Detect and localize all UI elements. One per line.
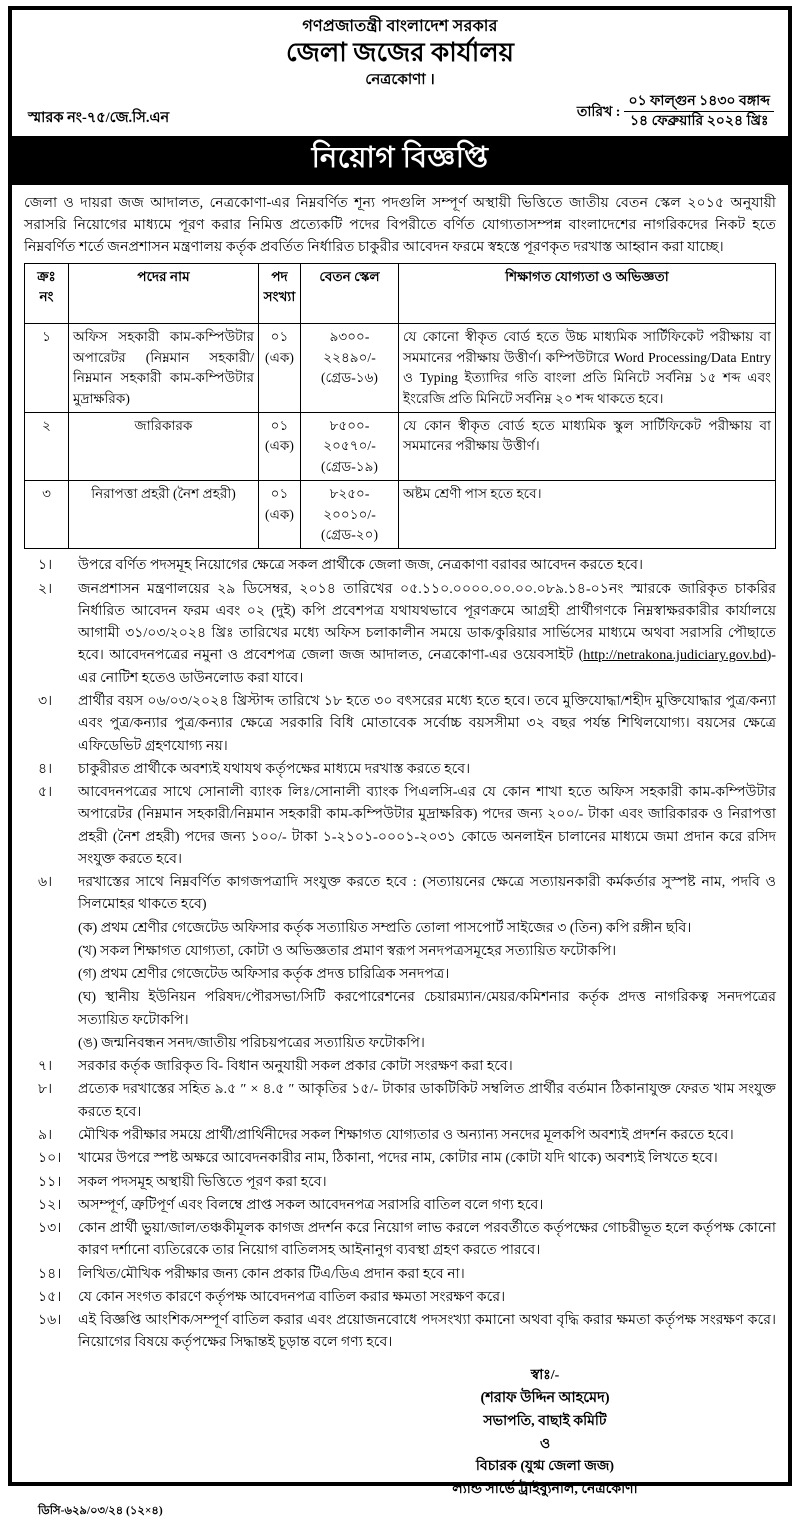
signatory-designation-secondary: বিচারক (যুগ্ম জেলা জজ) (475, 1459, 615, 1475)
condition-item (24, 690, 776, 757)
condition-subitem: (ঘ) স্থানীয় ইউনিয়ন পরিষদ/পৌরসভা/সিটি করপোরেশনের চেয়ারম্যান/মেয়র/কমিশনার কর্তৃক প্রদত্ত নাগরিকত্ব সনদপত্রের সত্যায়িত ফটোকপি। (78, 989, 776, 1028)
cell-qualification: অষ্টম শ্রেণী পাস হতে হবে। (399, 481, 776, 549)
condition-subitem: (গ) প্রথম শ্রেণীর গেজেটেড অফিসার কর্তৃক প্রদত্ত চারিত্রিক সনদপত্র। (78, 966, 450, 983)
condition-text: মৌখিক পরীক্ষার সময়ে প্রার্থী/প্রার্থিনীদের সকল শিক্ষাগত যোগ্যতার ও অন্যান্য সনদের মূলকপি অবশ্যই প্রদর্শন করতে হবে। (78, 1127, 734, 1144)
condition-marker: ৬। (38, 874, 53, 891)
footer-reference: ডিসি-৬২৯/০৩/২৪ (১২×৪) (38, 1504, 163, 1517)
date-gregorian: ১৪ ফেব্রুয়ারি ২০২৪ খ্রিঃ (629, 114, 769, 130)
table-row (25, 481, 776, 549)
signatory-designation-primary: সভাপতি, বাছাই কমিটি (483, 1413, 607, 1429)
condition-text: এই বিজ্ঞপ্তি আংশিক/সম্পূর্ণ বাতিল করার এবং প্রয়োজনবোধে পদসংখ্যা কমানো অথবা বৃদ্ধি করার ক্ষমতা কর্তৃপক্ষ সংরক্ষণ করে। নিয়োগের বিষয়ে কর্তৃপক্ষের সিদ্ধান্তই চূড়ান্ত বলে গণ্য হবে। (78, 1312, 776, 1351)
condition-item (24, 781, 776, 870)
condition-text (78, 578, 776, 689)
post-count-number: ০১ (270, 418, 289, 434)
condition-text-before-link: জনপ্রশাসন মন্ত্রণালয়ের ২৯ ডিসেম্বর, ২০১৪ তারিখের ০৫.১১০.০০০০.০০.০০.০৮৯.১৪-০১নং স্মারকে জারিকৃত চাকরির নির্ধারিত আবেদন ফরম এবং ০২ (দুই) কপি প্রবেশপত্র যথাযথভাবে পূরণক্রমে আগ্রহী প্রার্থীগণকে নিম্নস্বাক্ষরকারীর কার্যালয়ে আগামী ৩১/০৩/২০২৪ খ্রিঃ তারিখের মধ্যে অফিস চলাকালীন সময়ে ডাক/কুরিয়ার সার্ভিসের মাধ্যমে অথবা সরাসরি পৌছাতে হবে। আবেদনপত্রের নমুনা ও প্রবেশপত্র জেলা জজ আদালত, নেত্রকোণা-এর ওয়েবসাইট ( (78, 580, 776, 664)
date-label: তারিখ : (576, 104, 621, 120)
header-sl: ক্রঃ নং (25, 263, 69, 324)
condition-marker: ১১। (38, 1173, 62, 1190)
condition-item (24, 1078, 776, 1123)
cell-qualification: যে কোন স্বীকৃত বোর্ড হতে মাধ্যমিক স্কুল সার্টিফিকেট পরীক্ষায় বা সমমানের পরীক্ষায় উত্তীর্ণ। (399, 413, 776, 481)
cell-post-name: নিরাপত্তা প্রহরী (নৈশ প্রহরী) (69, 481, 259, 549)
post-count-word: (এক) (265, 438, 294, 454)
condition-item (24, 578, 776, 689)
condition-marker: ৫। (38, 784, 53, 801)
cell-sl: ১ (25, 324, 69, 413)
office-name: জেলা জজের কার্যালয় (286, 38, 514, 68)
condition-marker: ৯। (38, 1127, 53, 1144)
cell-qualification: যে কোনো স্বীকৃত বোর্ড হতে উচ্চ মাধ্যমিক সার্টিফিকেট পরীক্ষায় বা সমমানের পরীক্ষায় উত্তীর্ণ। কম্পিউটারে Word Processing/Data Entry ও Typing ইত্যাদির গতি বাংলা প্রতি মিনিটে সর্বনিম্ন ১৫ শব্দ এবং ইংরেজি প্রতি মিনিটে সর্বনিম্ন ২০ শব্দ থাকতে হবে। (399, 324, 776, 413)
condition-text: প্রার্থীর বয়স ০৬/০৩/২০২৪ খ্রিস্টাব্দ তারিখে ১৮ হতে ৩০ বৎসরের মধ্যে হতে হবে। তবে মুক্তিযোদ্ধা/শহীদ মুক্তিযোদ্ধার পুত্র/কন্যা এবং পুত্র/কন্যার পুত্র/কন্যার ক্ষেত্রে সরকারি বিধি মোতাবেক সর্বোচ্চ বয়সসীমা ৩২ বছর পর্যন্ত শিথিলযোগ্য। বয়সের ক্ষেত্রে এফিডেভিট গ্রহণযোগ্য নয়। (78, 692, 776, 754)
pay-from: ৮২৫০- (329, 486, 370, 502)
post-count-number: ০১ (270, 329, 289, 345)
condition-text: কোন প্রার্থী ভুয়া/জাল/তঞ্চকীমূলক কাগজ প্রদর্শন করে নিয়োগ লাভ করলে পরবর্তীতে কর্তৃপক্ষের গোচরীভূত হলে কর্তৃপক্ষ কোনো কারণ দর্শানো ব্যতিরেকে তার নিয়োগ বাতিলসহ আইনানুগ ব্যবস্থা গ্রহণ করতে পারবে। (78, 1220, 776, 1259)
condition-marker: ৪। (38, 760, 53, 777)
condition-text: সরকার কর্তৃক জারিকৃত বি- বিধান অনুযায়ী সকল প্রকার কোটা সংরক্ষণ করা হবে। (78, 1058, 513, 1075)
condition-subitem: (ঙ) জন্মনিবন্ধন সনদ/জাতীয় পরিচয়পত্রের সত্যায়িত ফটোকপি। (78, 1034, 425, 1051)
condition-marker: ১০। (38, 1150, 62, 1167)
date-fraction (624, 93, 774, 131)
condition-item (24, 1263, 776, 1285)
memo-number: স্মারক নং-৭৫/জে.সি.এন (28, 109, 170, 126)
cell-post-count (259, 324, 301, 413)
pay-grade: (গ্রেড-২০) (321, 526, 378, 542)
signature-block (24, 1365, 776, 1502)
condition-text: খামের উপরে স্পষ্ট অক্ষরে আবেদনকারীর নাম, ঠিকানা, পদের নাম, কোটার নাম (কোটা যদি থাকে) অবশ্যই লিখতে হবে। (78, 1150, 718, 1167)
condition-text: আবেদনপত্রের সাথে সোনালী ব্যাংক লিঃ/সোনালী ব্যাংক পিএলসি-এর যে কোন শাখা হতে অফিস সহকারী কাম-কম্পিউটার অপারেটর (নিম্নমান সহকারী/নিম্নমান সহকারী কাম-কম্পিউটার মুদ্রাক্ষরিক) পদের জন্য ২০০/- টাকা এবং জারিকারক ও নিরাপত্তা প্রহরী (নৈশ প্রহরী) পদের জন্য ১০০/- টাকা ১-২১০১-০০০১-২০৩১ কোডে অনলাইন চালানের মাধ্যমে জমা প্রদান করে রসিদ সংযুক্ত করতে হবে। (78, 784, 776, 867)
condition-text: লিখিত/মৌখিক পরীক্ষার জন্য কোন প্রকার টিএ/ডিএ প্রদান করা হবে না। (78, 1265, 465, 1282)
header-post-count: পদ সংখ্যা (259, 263, 301, 324)
intro-paragraph: জেলা ও দায়রা জজ আদালত, নেত্রকোণা-এর নিম্নবর্ণিত শূন্য পদগুলি সম্পূর্ণ অস্থায়ী ভিত্তিতে জাতীয় বেতন স্কেল ২০১৫ অনুযায়ী সরাসরি নিয়োগের মাধ্যমে পূরণ করার নিমিত্ত প্রত্যেকটি পদের বিপরীতে বর্ণিত যোগ্যতাসম্পন্ন বাংলাদেশের নাগরিকদের নিকট হতে নিম্নবর্ণিত শর্তে জনপ্রশাসন মন্ত্রণালয় কর্তৃক প্রবর্তিত নির্ধারিত চাকুরীর আবেদন ফরমে স্বহস্তে পূরণকৃত দরখাস্ত আহ্বান করা যাচ্ছে। (24, 194, 776, 255)
condition-marker: ৩। (38, 692, 53, 709)
header-qualification: শিক্ষাগত যোগ্যতা ও অভিজ্ঞতা (399, 263, 776, 324)
condition-item (24, 1055, 776, 1077)
document-frame (8, 6, 792, 1517)
table-header-row (25, 263, 776, 324)
post-count-word: (এক) (265, 506, 294, 522)
post-count-word: (এক) (265, 349, 294, 365)
condition-marker: ৮। (38, 1081, 53, 1098)
condition-item (24, 1309, 776, 1354)
condition-item (24, 1171, 776, 1193)
header-pay-scale: বেতন স্কেল (301, 263, 399, 324)
condition-marker: ১২। (38, 1196, 62, 1213)
cell-sl: ৩ (25, 481, 69, 549)
post-count-number: ০১ (270, 486, 289, 502)
table-row (25, 324, 776, 413)
condition-marker: ১৩। (38, 1220, 62, 1237)
cell-post-name: জারিকারক (69, 413, 259, 481)
header-post-name: পদের নাম (69, 263, 259, 324)
condition-text: যে কোন সংগত কারণে কর্তৃপক্ষ আবেদনপত্র বাতিল করার ক্ষমতা সংরক্ষণ করে। (78, 1288, 506, 1305)
condition-text: দরখাস্তের সাথে নিম্নবর্ণিত কাগজপত্রাদি সংযুক্ত করতে হবে : (সত্যায়নের ক্ষেত্রে সত্যায়নকারী কর্মকর্তার সুস্পষ্ট নাম, পদবি ও সিলমোহর থাকতে হবে) (78, 874, 776, 913)
district-name: নেত্রকোণা । (365, 71, 435, 88)
cell-post-count (259, 413, 301, 481)
pay-grade: (গ্রেড-১৬) (321, 370, 378, 386)
website-link[interactable]: http://netrakona.judiciary.gov.bd (583, 647, 767, 664)
document-body (12, 185, 788, 1527)
pay-to: ২০৫৭০/- (323, 438, 376, 454)
condition-text: চাকুরীরত প্রার্থীকে অবশ্যই যথাযথ কর্তৃপক্ষের মাধ্যমে দরখাস্ত করতে হবে। (78, 760, 471, 777)
circular-title-banner: নিয়োগ বিজ্ঞপ্তি (12, 136, 788, 185)
condition-text: প্রত্যেক দরখাস্তের সহিত ৯.৫ ″ × ৪.৫ ″ আকৃতির ১৫/- টাকার ডাকটিকিট সম্বলিত প্রার্থীর বর্তমান ঠিকানাযুক্ত ফেরত খাম সংযুক্ত করতে হবে। (78, 1081, 776, 1120)
vacancy-table-body (25, 324, 776, 549)
condition-marker: ১৫। (38, 1288, 62, 1305)
condition-subitem: (ক) প্রথম শ্রেণীর গেজেটেড অফিসার কর্তৃক সত্যায়িত সম্প্রতি তোলা পাসপোর্ট সাইজের ৩ (তিন) কপি রঙ্গীন ছবি। (78, 919, 692, 936)
condition-subitem: (খ) সকল শিক্ষাগত যোগ্যতা, কোটা ও অভিজ্ঞতার প্রমাণ স্বরূপ সনদপত্রসমূহের সত্যায়িত ফটোকপি। (78, 942, 617, 959)
condition-item (24, 554, 776, 576)
government-name: গণপ্রজাতন্ত্রী বাংলাদেশ সরকার (302, 18, 498, 35)
document-header (12, 10, 788, 133)
vacancy-table (24, 263, 776, 550)
pay-from: ৮৫০০- (329, 418, 370, 434)
signature-mark: স্বাঃ/- (530, 1367, 560, 1383)
condition-marker: ১৪। (38, 1265, 62, 1282)
date-block (577, 93, 774, 131)
pay-from: ৯৩০০- (329, 329, 370, 345)
condition-item (24, 1286, 776, 1308)
condition-text: অসম্পূর্ণ, ত্রুটিপূর্ণ এবং বিলম্বে প্রাপ্ত সকল আবেদনপত্র সরাসরি বাতিল বলে গণ্য হবে। (78, 1196, 544, 1213)
condition-marker: ৭। (38, 1058, 53, 1075)
pay-to: ২০০১০/- (323, 506, 376, 522)
signatory-name: (শরাফ উদ্দিন আহমেদ) (480, 1390, 610, 1407)
cell-pay-scale (301, 413, 399, 481)
cell-pay-scale (301, 481, 399, 549)
date-bangla: ০১ ফাল্গুন ১৪৩০ বঙ্গাব্দ (624, 93, 774, 113)
cell-post-name: অফিস সহকারী কাম-কম্পিউটার অপারেটর (নিম্নমান সহকারী/নিম্নমান সহকারী কাম-কম্পিউটার মুদ্রাক্ষরিক) (69, 324, 259, 413)
cell-pay-scale (301, 324, 399, 413)
signature-conjunction: ও (539, 1436, 551, 1452)
memo-date-row (22, 93, 778, 131)
pay-to: ২২৪৯০/- (323, 349, 376, 365)
cell-post-count (259, 481, 301, 549)
condition-text-after-link: )-এর নোটিশ হতেও ডাউনলোড করা যাবে। (78, 647, 776, 686)
condition-text: উপরে বর্ণিত পদসমূহ নিয়োগের ক্ষেত্রে সকল প্রার্থীকে জেলা জজ, নেত্রকাণা বরাবর আবেদন করতে হবে। (78, 557, 644, 574)
condition-marker: ১। (38, 557, 53, 574)
condition-marker: ২। (38, 580, 53, 597)
condition-text: সকল পদসমূহ অস্থায়ী ভিত্তিতে পূরণ করা হবে। (78, 1173, 327, 1190)
conditions-list (24, 554, 776, 1354)
signatory-institution: ল্যান্ড সার্ভে ট্রাইব্যুনাল, নেত্রকোণা (452, 1481, 638, 1497)
condition-marker: ১৬। (38, 1312, 62, 1329)
pay-grade: (গ্রেড-১৯) (321, 458, 378, 474)
cell-sl: ২ (25, 413, 69, 481)
condition-item (24, 871, 776, 916)
table-row (25, 413, 776, 481)
condition-item (24, 1147, 776, 1169)
condition-item (24, 1124, 776, 1146)
condition-item (24, 1194, 776, 1216)
condition-item (24, 1217, 776, 1262)
condition-item (24, 758, 776, 780)
